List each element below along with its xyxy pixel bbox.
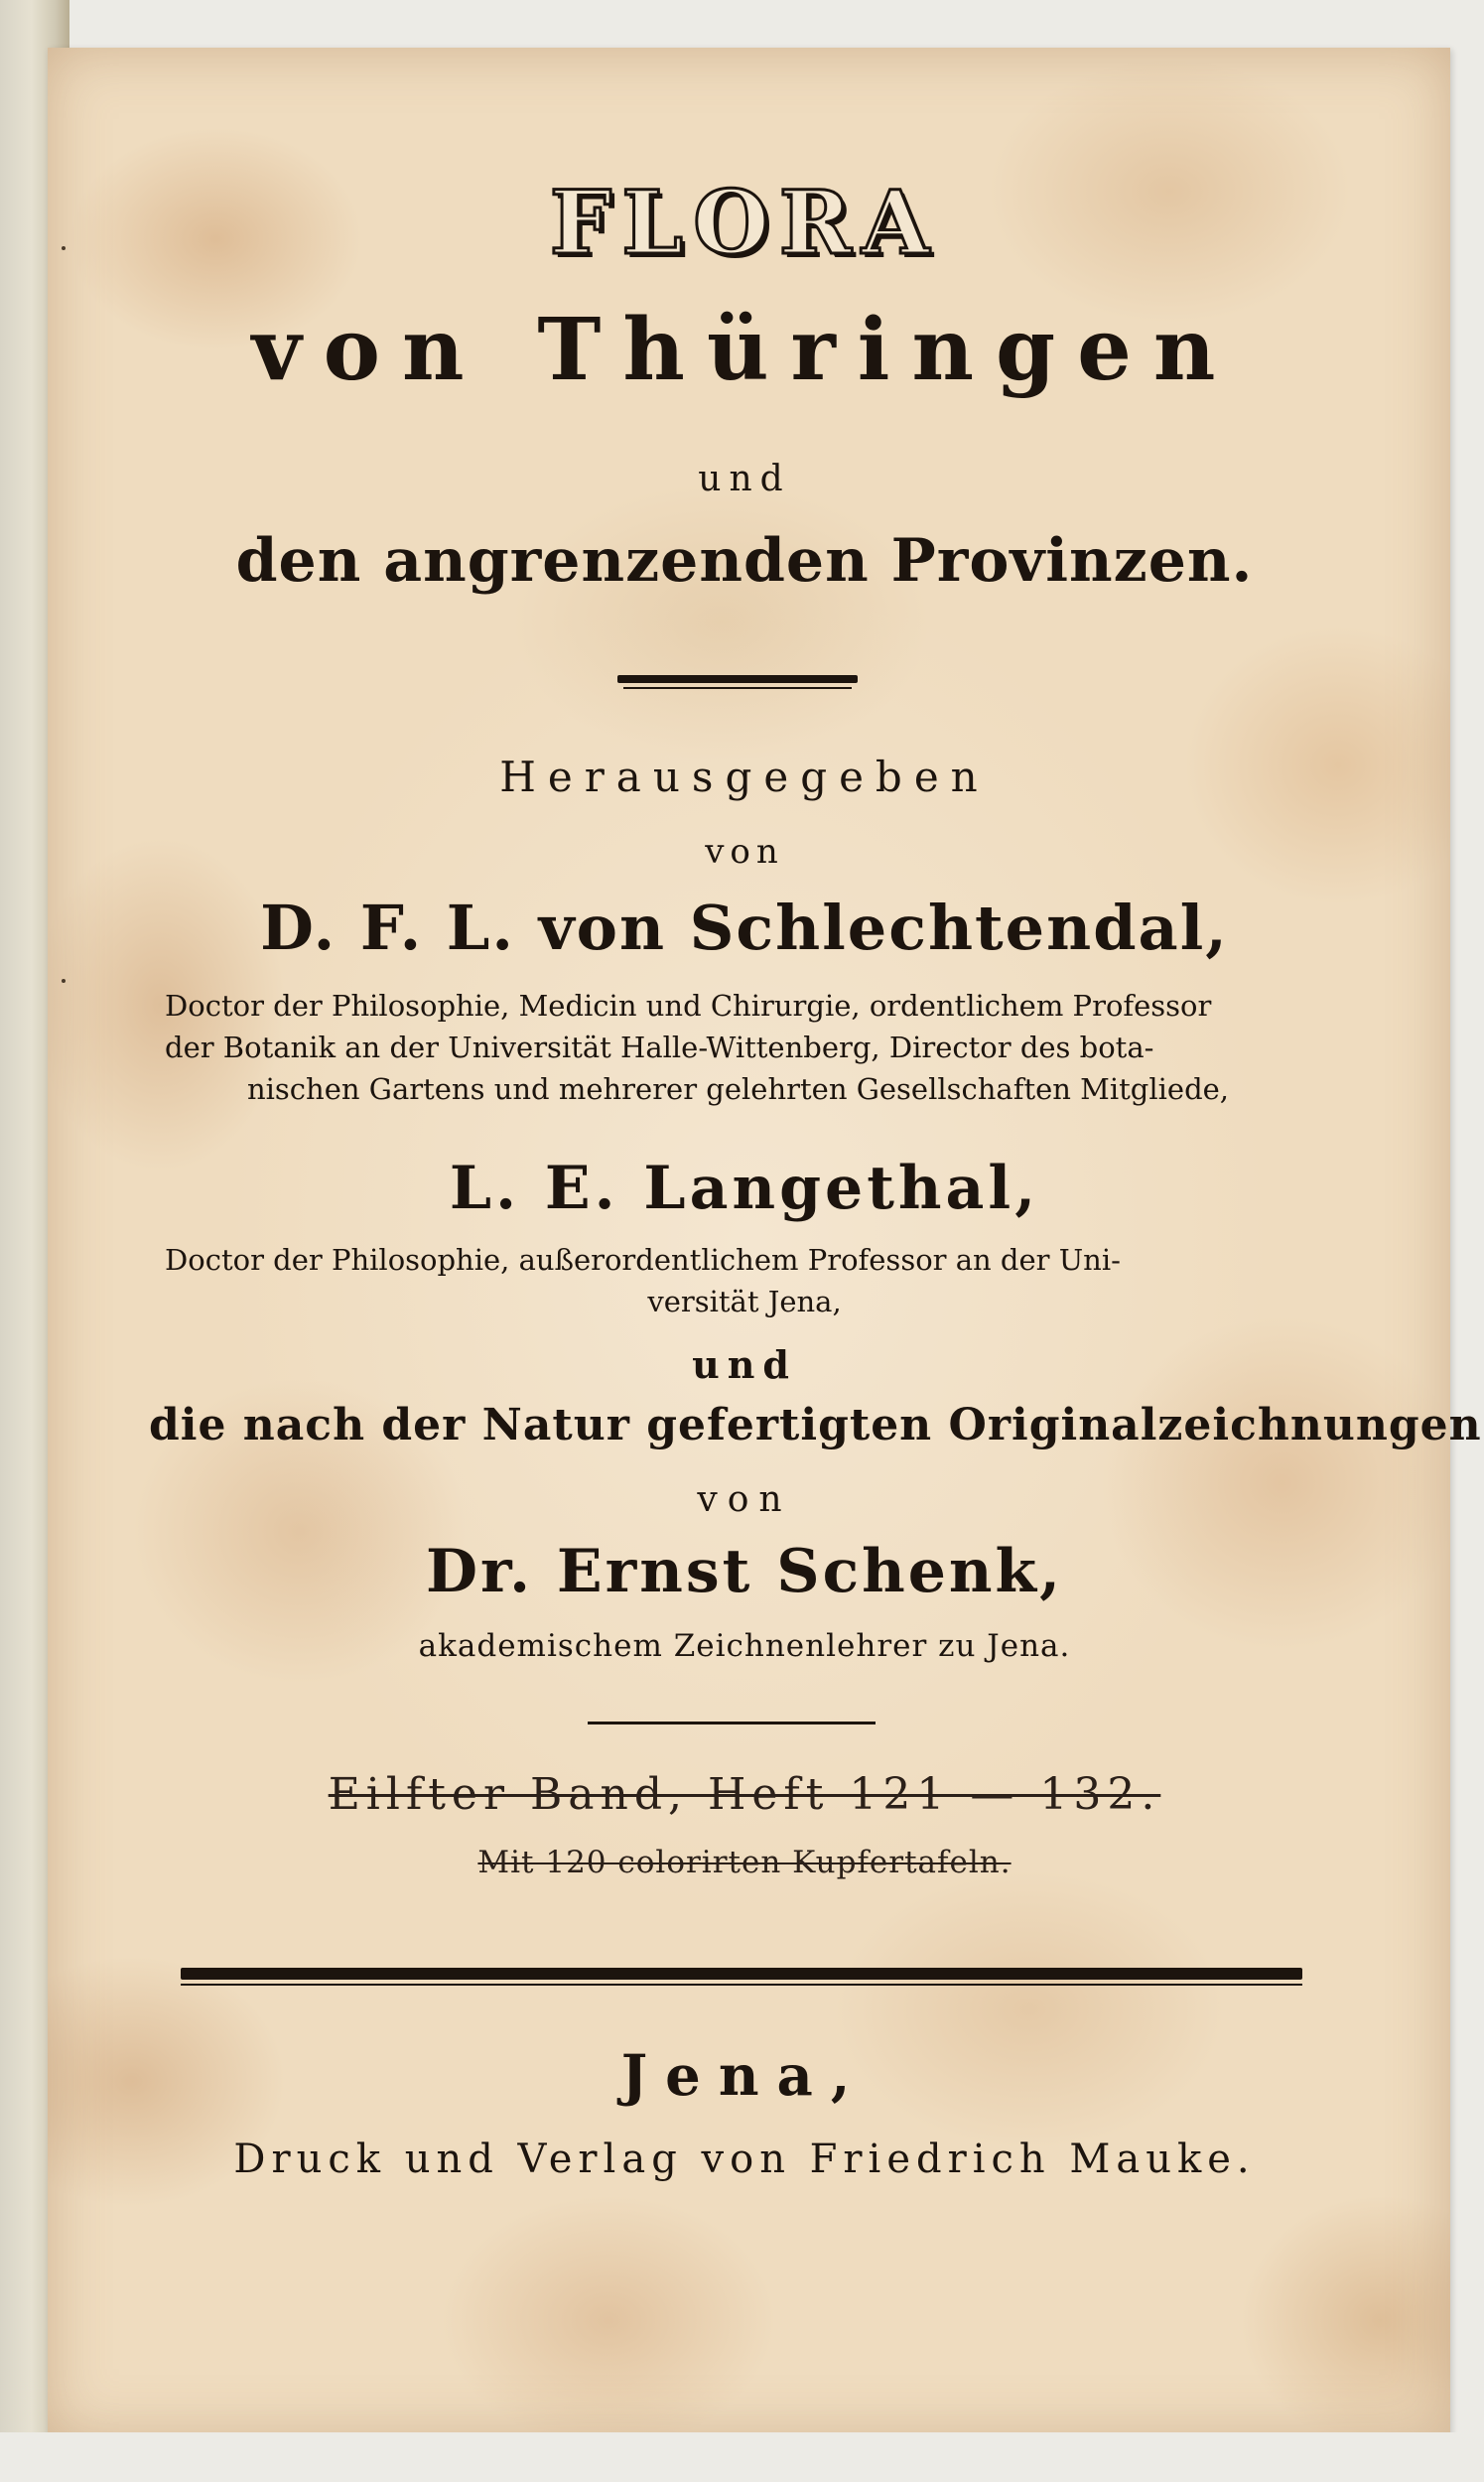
- book-title: FLORA: [549, 171, 940, 274]
- von-label-2: von: [697, 1479, 792, 1520]
- illustrator-name: Dr. Ernst Schenk,: [425, 1537, 1063, 1606]
- drawings-line: die nach der Natur gefertigten Originalzeichnungen: [149, 1400, 1482, 1450]
- connector-und-2: und: [692, 1342, 797, 1387]
- author-1-description-line-1: Doctor der Philosophie, Medicin und Chirurgie, ordentlichem Professor: [165, 989, 1212, 1023]
- illustrator-description: akademischem Zeichnenlehrer zu Jena.: [418, 1628, 1071, 1664]
- author-1-description-line-3: nischen Gartens und mehrerer gelehrten Gesellschaften Mitgliede,: [246, 1072, 1230, 1106]
- divider-rule-bottom: [181, 1968, 1302, 1980]
- page-mark: [62, 979, 66, 983]
- volume-info: Eilfter Band, Heft 121 — 132.: [328, 1769, 1161, 1820]
- author-2-name: L. E. Langethal,: [449, 1154, 1040, 1223]
- author-1-description-line-2: der Botanik an der Universität Halle-Wittenberg, Director des bota-: [165, 1031, 1154, 1064]
- divider-rule-middle: [588, 1722, 876, 1724]
- edited-label: Herausgegeben: [499, 753, 990, 801]
- von-label-1: von: [705, 832, 784, 872]
- author-1-name: D. F. L. von Schlechtendal,: [260, 892, 1229, 964]
- book-subtitle: von Thüringen: [251, 300, 1238, 400]
- connector-und: und: [698, 459, 791, 499]
- author-2-description-line-1: Doctor der Philosophie, außerordentlichem Professor an der Uni-: [165, 1243, 1121, 1277]
- book-subtitle-2: den angrenzenden Provinzen.: [235, 526, 1254, 596]
- plates-info: Mit 120 colorirten Kupfertafeln.: [477, 1845, 1012, 1880]
- background-strip: [0, 2432, 1484, 2482]
- publisher-line: Druck und Verlag von Friedrich Mauke.: [233, 2137, 1256, 2182]
- ornamental-rule-top: [617, 675, 858, 683]
- page-mark: [62, 246, 66, 250]
- ornamental-rule-top-thin: [623, 687, 852, 689]
- author-2-description-line-2: versität Jena,: [647, 1285, 842, 1318]
- publication-place: Jena,: [620, 2043, 869, 2109]
- divider-rule-bottom-thin: [181, 1984, 1302, 1986]
